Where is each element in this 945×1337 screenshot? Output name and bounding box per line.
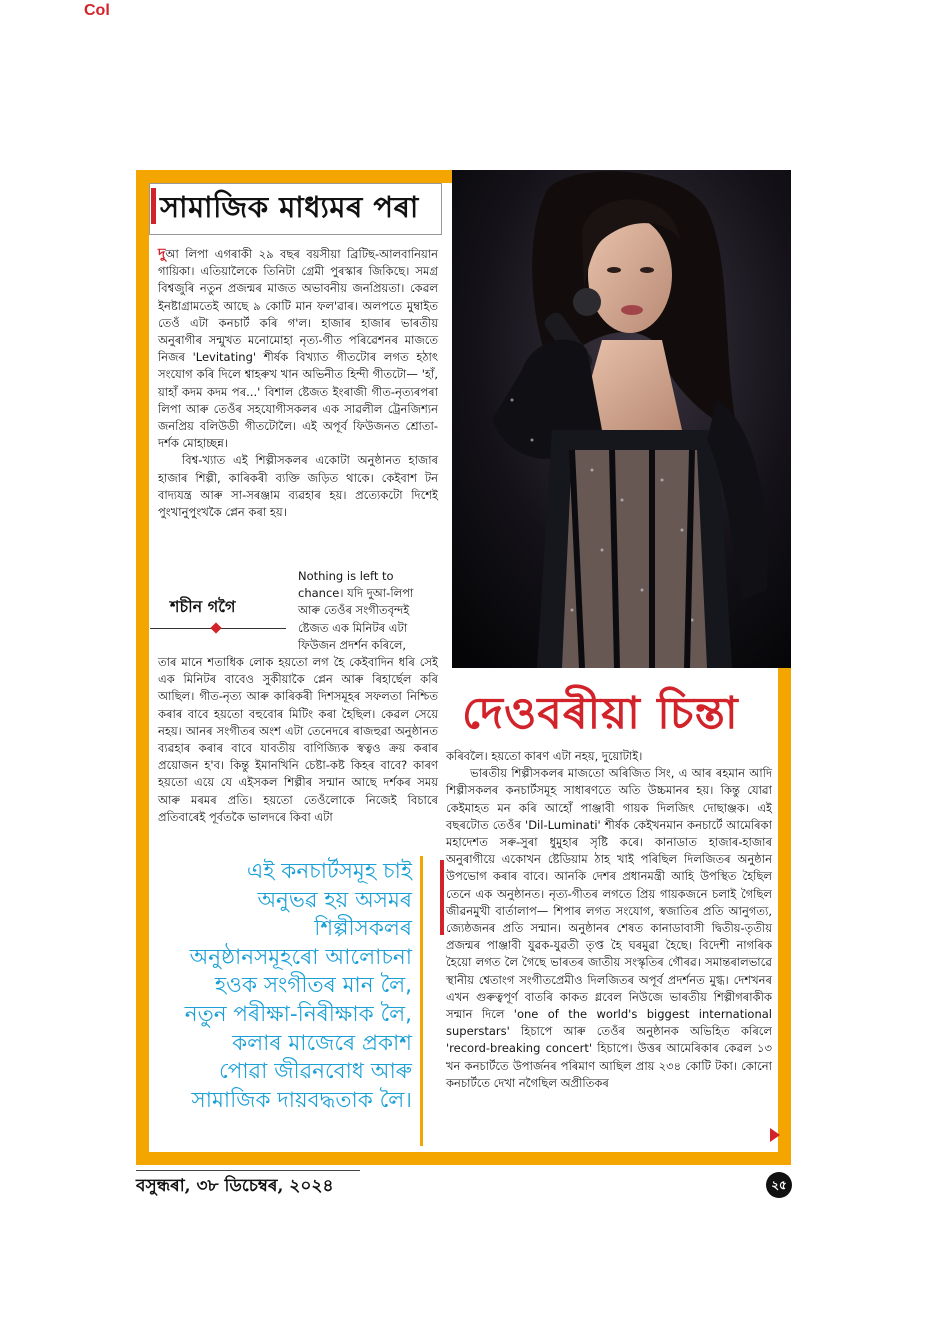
pull-quote-line: অনুভৱ হয় অসমৰ (257, 887, 412, 913)
pull-quote-line: পোৱা জীৱনবোধ আৰু (219, 1059, 412, 1085)
pull-quote-line: এই কনচাৰ্টসমূহ চাই (246, 859, 412, 884)
pull-quote (150, 858, 412, 1115)
pull-quote-line: হওক সংগীতৰ মান লৈ, (214, 973, 412, 999)
pull-quote-line: নতুন পৰীক্ষা-নিৰীক্ষাক লৈ, (184, 1001, 412, 1027)
frame-right-bar (778, 668, 791, 1165)
frame-top-bar (136, 170, 452, 183)
footer-rule (136, 1170, 360, 1171)
article-paragraph: কৰিবলৈ। হয়তো কাৰণ এটা নহয়, দুয়োটাই। (446, 749, 643, 763)
footer-magazine-date: বসুন্ধৰা, ৩৮ ডিচেম্বৰ, ২০২৪ (136, 1176, 334, 1196)
article-paragraph: বিশ্ব-খ্যাত এই শিল্পীসকলৰ একোটা অনুষ্ঠানত হাজাৰ হাজাৰ শিল্পী, কাৰিকৰী ব্যক্তি জড়িত থাকে। কেইবাশ টন বাদ্যযন্ত্ৰ আৰু সা-সৰঞ্জাম ব্যৱহাৰ হয়। প্ৰত্যেকটো দিশেই পুংখানুপুংখকৈ প্লেন কৰা হয়। (158, 453, 438, 520)
article-paragraph (158, 246, 438, 452)
frame-bottom-bar (136, 1152, 791, 1165)
pull-quote-rule (420, 856, 423, 1146)
headline: দেওবৰীয়া চিন্তা (462, 688, 739, 739)
byline-diamond-ornament (210, 622, 221, 633)
article-wrap-column: Nothing is left to chance। যদি দুআ-লিপা আৰু তেওঁৰ সংগীতবৃন্দই ষ্টেজত এক মিনিটৰ এটা ফিউজন প্ৰদৰ্শন কৰিলে, (298, 569, 414, 652)
page-number: ২৫ (766, 1172, 792, 1198)
article-right-column (446, 748, 772, 1092)
article-left-column-lower: তাৰ মানে শতাধিক লোক হয়তো লগ হৈ কেইবাদিন ধৰি সেই এক মিনিটৰ বাবেও সুকীয়াকৈ প্লেন আৰু ৰিহাৰ্ছেল কৰি আছিল। গীত-নৃত্য আৰু কাৰিকৰী দিশসমূহৰ সফলতা নিশ্চিত কৰাৰ বাবে হয়তো বহুবোৰ মিটিং কৰা হৈছিল। কেৱল সেয়ে নহয়। আনৰ সংগীতৰ অংশ এটা তেনেদৰে ৰাজহুৱা অনুষ্ঠানত ব্যৱহাৰ কৰাৰ বাবে যাবতীয় বাণিজ্যিক স্বত্বও ক্ৰয় কৰাৰ প্ৰয়োজন হ'ব। কিন্তু ইমানখিনি চেষ্টা-কষ্ট কিহৰ বাবে? কাৰণ হয়তো এয়ে যে এইসকল শিল্পীৰ সন্মান আছে দৰ্শকৰ সময় আৰু মৰমৰ প্ৰতি। হয়তো তেওঁলোকে নিজেই বিচাৰে প্ৰতিবাৰেই পূৰ্বতকৈ ভালদৰে কিবা এটা (158, 655, 438, 824)
article-paragraph-text: আ লিপা এগৰাকী ২৯ বছৰ বয়সীয়া ব্ৰিটিছ-আলবানিয়ান গায়িকা। এতিয়ালৈকে তিনিটা গ্ৰেমী পুৰস্কাৰ জিকিছে। সমগ্ৰ বিশ্বজুৰি নতুন প্ৰজন্মৰ মাজত অভাবনীয় জনপ্ৰিয়তা। কেৱল ইনষ্টাগ্ৰামতেই আছে ৯ কোটি মান ফল'ৱাৰ। অলপতে মুম্বাইত তেওঁ এটা কনচাৰ্ট কৰি গ'ল। হাজাৰ হাজাৰ ভাৰতীয় অনুৰাগীৰ সন্মুখত মনোমোহা নৃত্য-গীত পৰিৱেশনৰ মাজতে নিজৰ 'Levitating' শীৰ্ষক বিখ্যাত গীতটোৰ লগত হঠাৎ সংযোগ কৰি দিলে শ্বাহৰুখ খান অভিনীত হিন্দী গীতটো— 'হাঁ, য়াহাঁ কদম কদম পৰ...' বিশাল ষ্টেজত ইংৰাজী গীত-নৃত্যৰপৰা লিপা আৰু তেওঁৰ সহযোগীসকলৰ এক সাৱলীল ট্ৰেনজিশ্যন জনপ্ৰিয় বলিউডী গীতটোলৈ। এই অপূৰ্ব ফিউজনত শ্ৰোতা-দৰ্শক মোহাচ্ছন্ন। (158, 247, 438, 451)
section-title: সামাজিক মাধ্যমৰ পৰা (160, 190, 419, 224)
continue-arrow-icon (770, 1128, 780, 1142)
pull-quote-line: কলাৰ মাজেৰে প্ৰকাশ (232, 1030, 412, 1056)
author-byline: শচীন গগৈ (170, 597, 236, 616)
section-header-accent (151, 188, 156, 224)
article-paragraph: ভাৰতীয় শিল্পীসকলৰ মাজতো অৰিজিত সিং, এ আৰ ৰহমান আদি শিল্পীসকলৰ কনচাৰ্টসমূহ সাধাৰণতে অতি উচ্চমানৰ হয়। কিন্তু যোৱা কেইমাহত মন কৰি আহোঁ পাঞ্জাবী গায়ক দিলজিৎ দোছাঞ্জক। এই বছৰটোত তেওঁৰ 'Dil-Luminati' শীৰ্ষক কেইখনমান কনচাৰ্টে আমেৰিকা মহাদেশত সৰু-সুৰা ধুমুহাৰ সৃষ্টি কৰে। কানাডাত হাজাৰ-হাজাৰ অনুৰাগীয়ে একোখন ষ্টেডিয়াম ঠাহ খাই পৰিছিল দিলজিতৰ অনুষ্ঠান উপভোগ কৰাৰ বাবে। আনকি দেশৰ প্ৰধানমন্ত্ৰী আহি উপস্থিত হৈছিল তেনে এক অনুষ্ঠানত। নৃত্য-গীতৰ লগতে প্ৰিয় গায়কজনে চলাই গৈছিল জীৱনমুখী বাৰ্তালাপ— শিপাৰ লগত সংযোগ, স্বজাতিৰ প্ৰতি আনুগত্য, জ্যেষ্ঠজনৰ প্ৰতি সন্মান। অনুষ্ঠানৰ শেষত কানাডাবাসী দ্বিতীয়-তৃতীয় প্ৰজন্মৰ পাঞ্জাবী যুৱক-যুৱতী তৃপ্ত হৈ ঘৰমুৱা হৈছে। বিদেশী নাগৰিক হৈয়ো লগত লৈ গৈছে ভাৰতৰ জাতীয় সংস্কৃতিৰ গৌৰৱ। সমান্তৰালভাৱে স্থানীয় শ্বেতাংগ সংগীতপ্ৰেমীও দিলজিতৰ অপূৰ্ব প্ৰদৰ্শনত মুগ্ধ। দেশখনৰ এখন গুৰুত্বপূৰ্ণ বাতৰি কাকত গ্লবেল নিউজে ভাৰতীয় শিল্পীগৰাকীক সন্মান দিলে 'one of the world's biggest international superstars' হিচাপে আৰু তেওঁৰ অনুষ্ঠানক অভিহিত কৰিলে 'record-breaking concert' হিচাপে। উত্তৰ আমেৰিকাৰ কেৱল ১৩ খন কনচাৰ্টতে উপাৰ্জনৰ পৰিমাণ আছিল প্ৰায় ২৩৪ কোটি টকা। কোনো কনচাৰ্টতে দেখা নগৈছিল অপ্ৰীতিকৰ (446, 766, 772, 1090)
singer-photo (452, 170, 791, 668)
frame-left-bar (136, 170, 149, 1165)
drop-cap: দু (158, 246, 166, 262)
corner-mark: Col (84, 2, 110, 19)
pull-quote-line: শিল্পীসকলৰ (314, 916, 412, 942)
pull-quote-line: সামাজিক দায়বদ্ধতাক লৈ। (191, 1087, 412, 1113)
pull-quote-line: অনুষ্ঠানসমূহৰো আলোচনা (189, 944, 412, 970)
article-left-column (158, 246, 438, 521)
right-column-red-rule (440, 860, 444, 935)
